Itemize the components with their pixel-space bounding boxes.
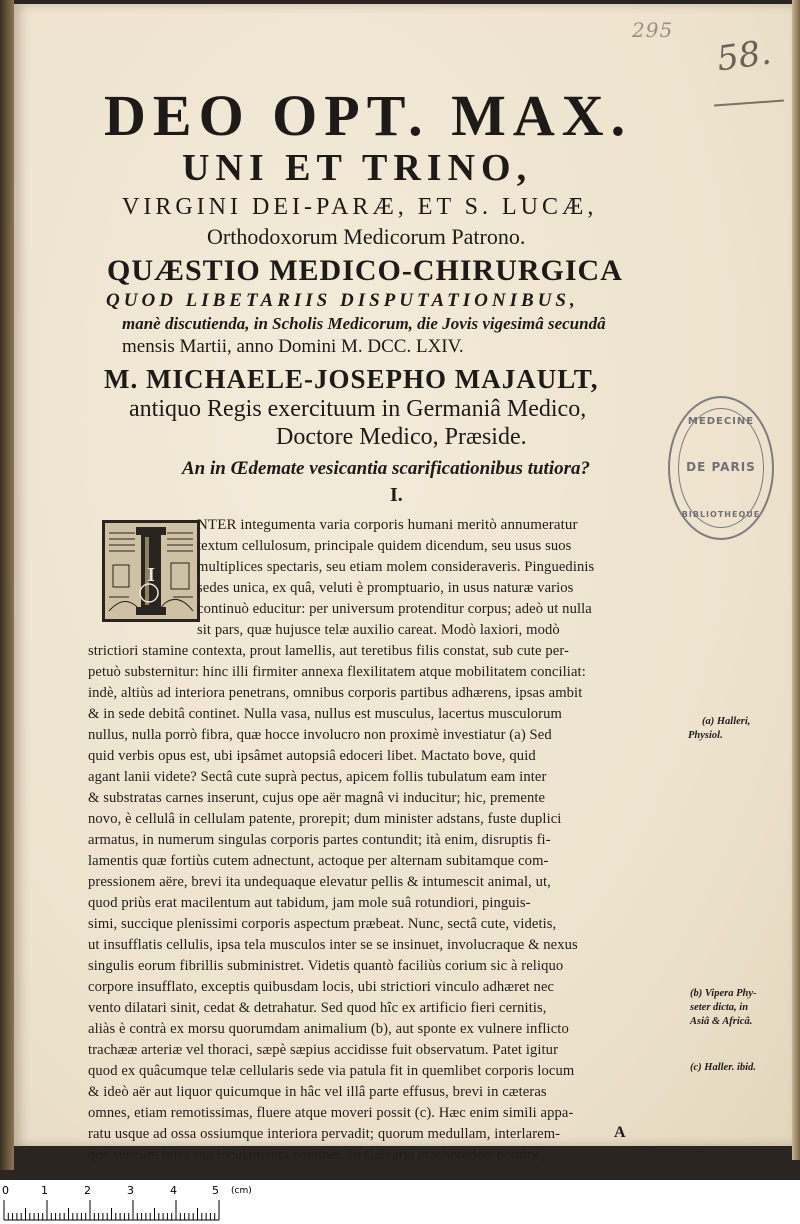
body-line: trachææ arteriæ vel thoraci, sæpè sæpius accidisse fuit observatum. Patet igitur <box>88 1042 559 1058</box>
handwritten-number: 58. <box>714 32 774 80</box>
ruler-label: 0 <box>2 1184 9 1197</box>
library-stamp <box>668 396 774 540</box>
margin-note-b-cont: seter dicta, in <box>690 1002 749 1013</box>
title-line-4: Orthodoxorum Medicorum Patrono. <box>207 224 526 249</box>
title-line-10: antiquo Regis exercituum in Germaniâ Medico, <box>129 396 587 422</box>
margin-note-c: (c) Haller. ibid. <box>690 1062 756 1073</box>
handwritten-dash <box>714 100 784 107</box>
question-line: An in Œdemate vesicantia scarificationibus tutiora? <box>182 458 590 479</box>
title-line-6: QUOD LIBETARIIS DISPUTATIONIBUS, <box>106 290 579 311</box>
title-line-11: Doctore Medico, Præside. <box>276 424 527 450</box>
margin-note-a-cont: Physiol. <box>688 730 723 741</box>
margin-note-b: (b) Vipera Phy- <box>690 988 757 999</box>
title-line-8: mensis Martii, anno Domini M. DCC. LXIV. <box>122 336 464 357</box>
margin-note-b-cont2: Asiâ & Africâ. <box>690 1016 753 1027</box>
stamp-text-mid: DE PARIS <box>686 460 756 474</box>
body-line: agant lanii videte? Sectâ cute suprà pectus, apicem follis tubulatum eam inter <box>88 769 547 785</box>
title-line-2: UNI ET TRINO, <box>182 147 533 189</box>
body-line: simi, succique plenissimi corporis aspectum præbeat. Nunc, sectâ cute, videtis, <box>88 916 557 932</box>
ruler-ticks-icon <box>0 1180 240 1224</box>
body-line: multiplices spectaris, seu etiam molem consideraveris. Pinguedinis <box>197 559 595 575</box>
initial-letter: I <box>147 564 155 586</box>
body-line: omnes, etiam remotissimas, fluere atque moveri possit (c). Hæc enim simili appa- <box>88 1105 574 1121</box>
page-edge <box>792 0 800 1160</box>
body-line: quid verbis opus est, ubi ipsâmet autopsiâ edoceri libet. Mactato bove, quid <box>88 748 536 764</box>
title-line-7: manè discutienda, in Scholis Medicorum, die Jovis vigesimâ secundâ <box>122 314 606 333</box>
signature-mark: A <box>614 1124 626 1141</box>
body-line: & substratas carnes inserunt, cujus ope aër magnâ vi inducitur; hic, premente <box>88 790 546 806</box>
body-line: que succum intra sua loculamenta continet. In Calvariâ arachnoïdeæ nomine, <box>88 1147 545 1163</box>
body-line: sedes unica, ex quâ, veluti è promptuario, in usus naturæ varios <box>197 580 574 596</box>
margin-note-a: (a) Halleri, <box>702 716 751 727</box>
body-line: petuò substernitur: hinc illi firmiter annexa flexilitatem atque mobilitatem conciliat: <box>88 664 586 680</box>
body-line: ut insufflatis cellulis, ipsa tela musculos inter se se insinuet, involucraque & nexus <box>88 937 578 953</box>
body-line: ratu usque ad ossa ossiumque interiora pervadit; quorum medullam, interlarem- <box>88 1126 561 1142</box>
ruler-label: 5 <box>212 1184 219 1197</box>
body-line: continuò educitur: per universum protenditur corpus; adeò ut nulla <box>197 601 592 617</box>
title-line-3: VIRGINI DEI-PARÆ, ET S. LUCÆ, <box>122 194 598 220</box>
body-line: sit pars, quæ hujusce telæ auxilio careat. Modò laxiori, modò <box>197 622 560 638</box>
body-line: strictiori stamine contexta, prout lamellis, aut teretibus filis constat, sub cute per- <box>88 643 569 659</box>
scale-ruler <box>0 1180 800 1224</box>
stamp-text-top: MEDECINE <box>687 416 755 427</box>
stamp-text-bottom: BIBLIOTHEQUE <box>681 510 761 519</box>
handwritten-folio: 295 <box>632 18 674 42</box>
body-line: armatus, in numerum singulas corporis partes contundit; ità enim, disruptis fi- <box>88 832 551 848</box>
ruler-label: 4 <box>170 1184 177 1197</box>
body-line: pressionem aëre, brevi ita undequaque elevatur pellis & intumescit animal, ut, <box>88 874 551 890</box>
section-number: I. <box>390 484 403 506</box>
title-line-5: QUÆSTIO MEDICO-CHIRURGICA <box>107 254 623 287</box>
body-line: singulis eorum fibrillis subministret. Videtis quantò faciliùs corium sic à reliquo <box>88 958 564 974</box>
ruler-label: 1 <box>41 1184 48 1197</box>
ruler-label: 3 <box>127 1184 134 1197</box>
body-line: quod priùs erat macilentum aut tabidum, jam mole suâ rotundiori, pinguis- <box>88 895 531 911</box>
body-line: quod ex quâcumque telæ cellularis sede via patula fit in quemlibet corporis locum <box>88 1063 575 1079</box>
body-line: corpore insufflato, exceptis quibusdam locis, ubi strictiori vinculo adhæret nec <box>88 979 555 995</box>
initial-engraving-icon <box>105 523 197 619</box>
body-line: aliàs è contrà ex morsu quorumdam animalium (b), aut sponte ex vulnere inflicto <box>88 1021 569 1037</box>
body-line: NTER integumenta varia corporis humani meritò annumeratur <box>197 517 578 533</box>
book-spine <box>0 0 14 1170</box>
body-line: novo, è cellulâ in cellulam patente, prorepit; dum minister adstans, fuste duplici <box>88 811 562 827</box>
body-line: & ideò aër aut liquor quicumque in hâc vel illâ parte effusus, brevi in cæteras <box>88 1084 547 1100</box>
body-line: textum cellulosum, principale quidem dicendum, seu usus suos <box>197 538 572 554</box>
body-line: nullus, nulla porrò fibra, quæ hocce involucro non proximè investiatur (a) Sed <box>88 727 552 743</box>
ruler-label: 2 <box>84 1184 91 1197</box>
body-line: lamentis quæ fortiùs cutem adnectunt, actoque per alternam subitamque com- <box>88 853 549 869</box>
ruler-unit: (cm) <box>231 1186 252 1196</box>
body-line: indè, altiùs ad interiora penetrans, omnibus corporis partibus adhærens, ipsas ambit <box>88 685 583 701</box>
body-line: & in sede debitâ continet. Nulla vasa, nullus est musculus, lacertus musculorum <box>88 706 562 722</box>
book-page <box>14 4 792 1163</box>
title-line-1: DEO OPT. MAX. <box>104 83 633 148</box>
title-line-9: M. MICHAELE-JOSEPHO MAJAULT, <box>104 364 599 394</box>
decorated-initial <box>102 520 200 622</box>
body-line: vento dilatari sinit, cedat & detrahatur. Sed quod hîc ex artificio fieri cernitis, <box>88 1000 547 1016</box>
